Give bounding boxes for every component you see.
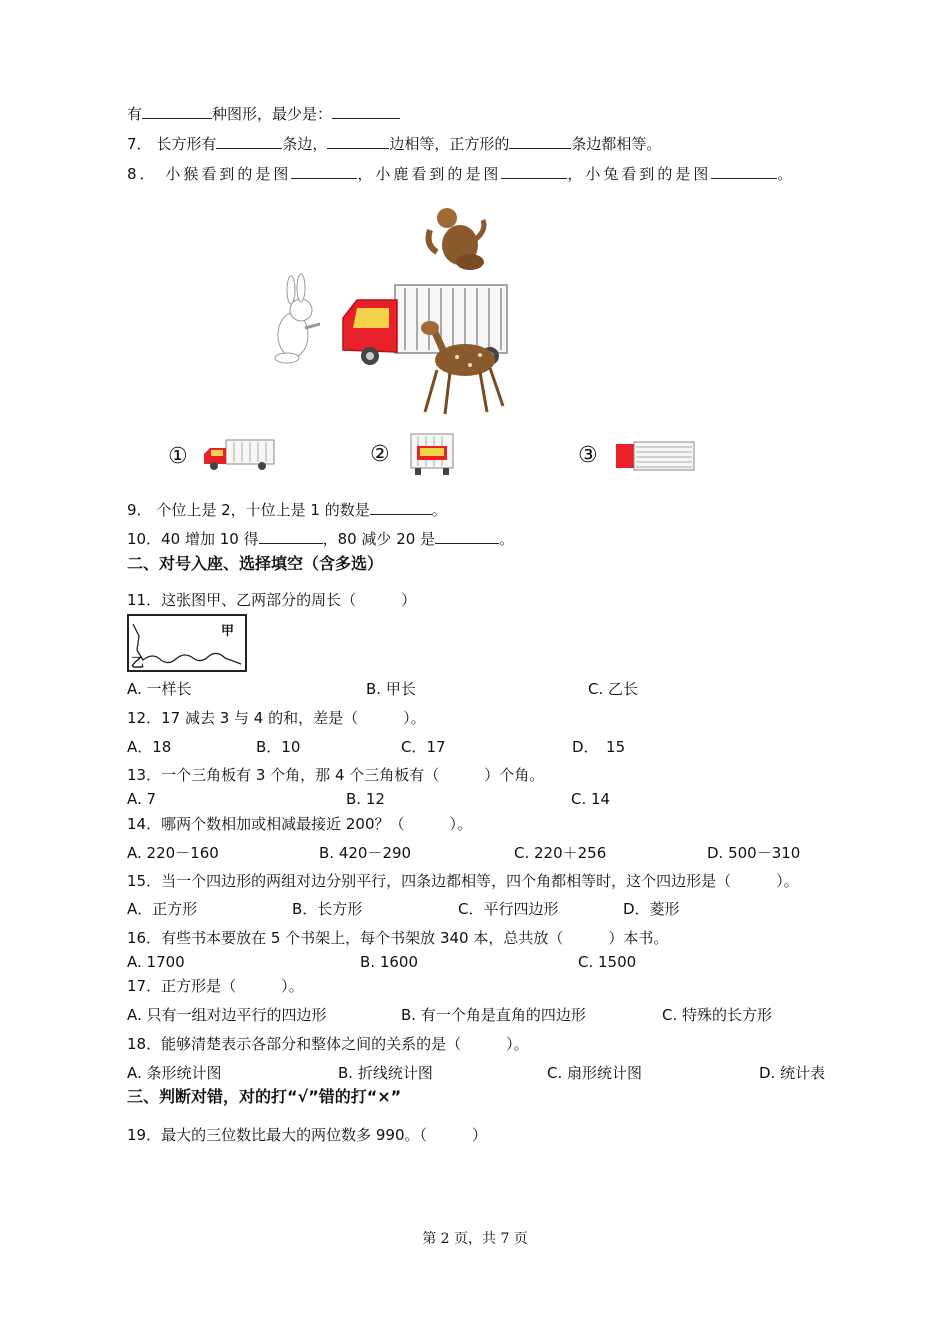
- q16-text: 有些书本要放在 5 个书架上，每个书架放 340 本，总共放（ ）本书。: [161, 929, 669, 947]
- q10-blank-2[interactable]: [435, 528, 499, 544]
- q9-text-a: 个位上是 2，十位上是 1 的数是: [156, 501, 370, 519]
- q8-blank-3[interactable]: [711, 163, 777, 179]
- option-1-label: ①: [168, 444, 188, 469]
- q8-text-c: ，小兔看到的是图: [567, 165, 712, 183]
- q10-text-c: 。: [499, 530, 515, 548]
- q11-option-b[interactable]: B. 甲长: [366, 680, 416, 698]
- q14-line: [127, 814, 472, 834]
- q15-text: 当一个四边形的两组对边分别平行，四条边都相等，四个角都相等时，这个四边形是（ ）。: [161, 872, 799, 890]
- q12-option-a[interactable]: A．18: [127, 738, 172, 756]
- q13-number: 13．: [127, 766, 162, 784]
- q18-option-c[interactable]: C. 扇形统计图: [547, 1064, 643, 1082]
- q16-option-a[interactable]: A. 1700: [127, 953, 185, 971]
- option-2-label: ②: [370, 442, 390, 467]
- q12-number: 12．: [127, 709, 162, 727]
- q6-blank-2[interactable]: [332, 103, 400, 119]
- q8-blank-1[interactable]: [291, 163, 357, 179]
- q11-option-c[interactable]: C. 乙长: [588, 680, 639, 698]
- q13-line: [127, 765, 544, 785]
- q8-option-1[interactable]: [168, 438, 280, 474]
- q10-number: 10．: [127, 530, 162, 548]
- q15-option-a[interactable]: A．正方形: [127, 900, 198, 918]
- section-3-heading: 三、判断对错，对的打“√”错的打“×”: [127, 1087, 402, 1106]
- q10-line: [127, 528, 514, 548]
- q9-line: [127, 499, 447, 519]
- q9-number: 9．: [127, 501, 152, 519]
- q15-option-c[interactable]: C．平行四边形: [458, 900, 559, 918]
- q12-option-d[interactable]: D． 15: [572, 738, 626, 756]
- q12-option-b[interactable]: B．10: [256, 738, 301, 756]
- q11-number: 11．: [127, 591, 162, 609]
- truck-top-view-icon: [614, 440, 698, 472]
- q17-option-a[interactable]: A. 只有一组对边平行的四边形: [127, 1006, 327, 1024]
- q15-number: 15．: [127, 872, 162, 890]
- q6-blank-1[interactable]: [142, 103, 212, 119]
- q13-text: 一个三角板有 3 个角，那 4 个三角板有（ ）个角。: [161, 766, 545, 784]
- q18-option-b[interactable]: B. 折线统计图: [338, 1064, 433, 1082]
- q7-line: [127, 133, 661, 153]
- q7-blank-3[interactable]: [509, 133, 571, 149]
- q14-number: 14．: [127, 815, 162, 833]
- q8-text-b: ，小鹿看到的是图: [357, 165, 502, 183]
- q15-option-d[interactable]: D．菱形: [623, 900, 680, 918]
- q10-blank-1[interactable]: [259, 528, 323, 544]
- q10-text-b: ，80 减少 20 是: [322, 530, 436, 548]
- q11-label-jia: 甲: [221, 624, 235, 639]
- q13-option-b[interactable]: B. 12: [346, 790, 385, 808]
- q17-option-c[interactable]: C. 特殊的长方形: [662, 1006, 773, 1024]
- q6-text-b: 种图形，最少是：: [212, 105, 333, 123]
- q6-line: [127, 103, 400, 123]
- q14-option-d[interactable]: D. 500－310: [707, 844, 801, 862]
- q11-text: 这张图甲、乙两部分的周长（ ）: [161, 591, 417, 609]
- q16-number: 16．: [127, 929, 162, 947]
- q17-line: [127, 976, 304, 996]
- q11-option-a[interactable]: A. 一样长: [127, 680, 192, 698]
- q9-blank[interactable]: [370, 499, 432, 515]
- q8-number: 8．: [127, 165, 158, 183]
- q18-option-d[interactable]: D. 统计表: [759, 1064, 826, 1082]
- q7-text-d: 条边都相等。: [571, 135, 662, 153]
- q10-text-a: 40 增加 10 得: [161, 530, 259, 548]
- q11-figure: [127, 614, 247, 672]
- q17-number: 17．: [127, 977, 162, 995]
- q11-label-yi: 乙: [131, 656, 145, 671]
- q7-number: 7．: [127, 135, 152, 153]
- rabbit-icon: [275, 274, 320, 363]
- q11-line: [127, 590, 416, 610]
- q8-text-d: 。: [777, 165, 796, 183]
- page-footer: 第 2 页，共 7 页: [422, 1231, 528, 1247]
- q19-line: [127, 1125, 487, 1145]
- q14-option-a[interactable]: A. 220－160: [127, 844, 219, 862]
- monkey-icon: [429, 208, 484, 270]
- q14-option-b[interactable]: B. 420－290: [319, 844, 412, 862]
- q8-option-3[interactable]: [578, 440, 698, 472]
- q8-truck-scene: [265, 200, 525, 425]
- q19-text: 最大的三位数比最大的两位数多 990。（ ）: [161, 1126, 487, 1144]
- q13-option-c[interactable]: C. 14: [571, 790, 611, 808]
- q7-blank-2[interactable]: [327, 133, 389, 149]
- q19-number: 19．: [127, 1126, 162, 1144]
- q18-line: [127, 1034, 529, 1054]
- q13-option-a[interactable]: A. 7: [127, 790, 157, 808]
- q15-option-b[interactable]: B．长方形: [292, 900, 363, 918]
- q7-text-b: 条边，: [282, 135, 328, 153]
- q14-text: 哪两个数相加或相减最接近 200？（ ）。: [161, 815, 472, 833]
- q9-text-b: 。: [431, 501, 447, 519]
- q15-line: [127, 871, 799, 891]
- truck-side-view-icon: [202, 438, 278, 472]
- q12-line: [127, 708, 426, 728]
- q7-blank-1[interactable]: [216, 133, 282, 149]
- q8-text-a: 小猴看到的是图: [165, 165, 292, 183]
- q8-option-2[interactable]: [370, 432, 465, 476]
- q7-text-c: 边相等，正方形的: [389, 135, 510, 153]
- q17-text: 正方形是（ ）。: [161, 977, 304, 995]
- q17-option-b[interactable]: B. 有一个角是直角的四边形: [401, 1006, 586, 1024]
- q16-option-c[interactable]: C. 1500: [578, 953, 637, 971]
- q14-option-c[interactable]: C. 220＋256: [514, 844, 607, 862]
- option-3-label: ③: [578, 443, 598, 468]
- q16-line: [127, 928, 668, 948]
- q6-text-a: 有: [127, 105, 143, 123]
- q7-text-a: 长方形有: [156, 135, 217, 153]
- q12-text: 17 减去 3 与 4 的和，差是（ ）。: [161, 709, 426, 727]
- section-2-heading: 二、对号入座、选择填空（含多选）: [127, 554, 384, 573]
- q12-option-c[interactable]: C．17: [401, 738, 446, 756]
- q8-line: [127, 163, 795, 183]
- q18-number: 18．: [127, 1035, 162, 1053]
- q16-option-b[interactable]: B. 1600: [360, 953, 419, 971]
- truck-front-view-icon: [408, 432, 456, 476]
- q18-option-a[interactable]: A. 条形统计图: [127, 1064, 222, 1082]
- q8-blank-2[interactable]: [501, 163, 567, 179]
- q18-text: 能够清楚表示各部分和整体之间的关系的是（ ）。: [161, 1035, 529, 1053]
